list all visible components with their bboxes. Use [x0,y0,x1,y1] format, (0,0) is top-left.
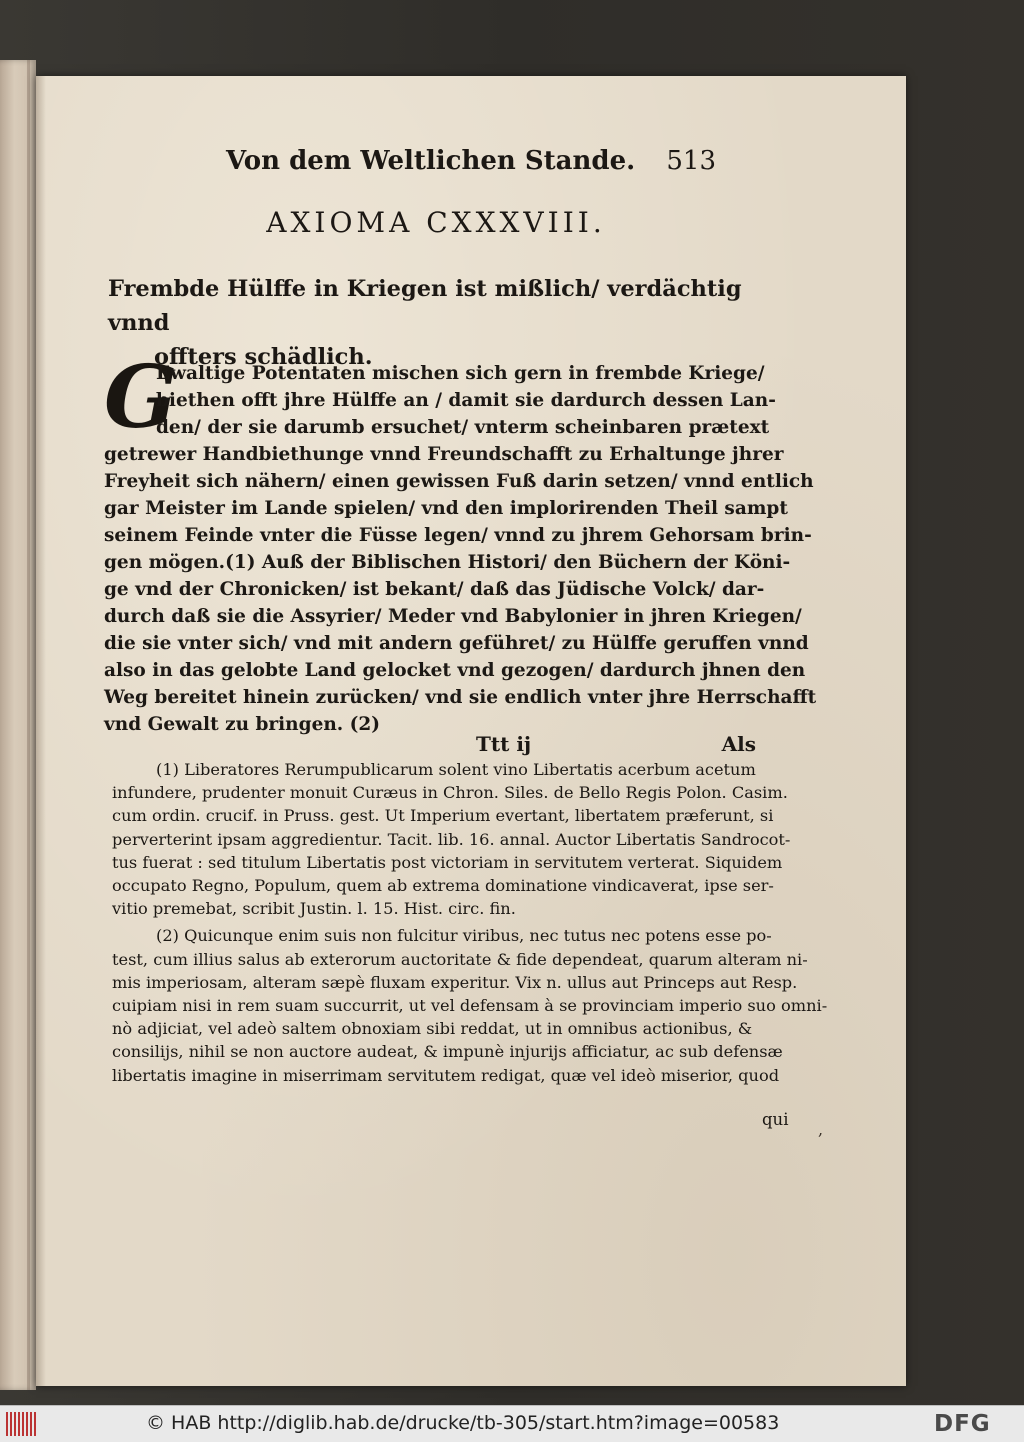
footnote-line: (1) Liberatores Rerumpublicarum solent vino Libertatis acerbum acetum [156,760,756,779]
body-line: Ewaltige Potentaten mischen sich gern in frembde Kriege/ [156,363,765,384]
book-page [36,76,906,1386]
running-title: Von dem Weltlichen Stande. [226,146,636,176]
footnote-line: infundere, prudenter monuit Curæus in Chron. Siles. de Bello Regis Polon. Casim. [112,783,788,803]
previous-page-edge [0,60,36,1390]
catchword: Als [721,732,756,756]
body-line: gen mögen.(1) Auß der Biblischen Histori/ den Büchern der Köni- [104,552,791,573]
footnote-line: perverterint ipsam aggredientur. Tacit. lib. 16. annal. Auctor Libertatis Sandrocot- [112,829,791,849]
footnotes [112,758,828,1087]
viewer-footer [0,1405,1024,1442]
footnote-line: vitio premebat, scribit Justin. l. 15. Hist. circ. fin. [112,899,516,919]
footnote-line: nò adjiciat, vel adeò saltem obnoxiam sibi reddat, ut in omnibus actionibus, & [112,1019,753,1039]
body-line: gar Meister im Lande spielen/ vnd den implorirenden Theil sampt [104,498,788,519]
body-line: den/ der sie darumb ersuchet/ vnterm scheinbaren prætext [156,417,770,438]
axiom-title: AXIOMA CXXXVIII. [266,206,606,239]
body-line: biethen offt jhre Hülffe an / damit sie dardurch dessen Lan- [156,390,776,411]
axiom-heading [108,272,748,374]
heading-line-1: Frembde Hülffe in Kriegen ist mißlich/ verdächtig vnnd [108,276,742,336]
running-head [226,146,716,186]
footnote-line: (2) Quicunque enim suis non fulcitur viribus, nec tutus nec potens esse po- [156,926,772,946]
copyright-link[interactable]: © HAB http://diglib.hab.de/drucke/tb-305/start.htm?image=00583 [146,1412,780,1434]
footnote-line: mis imperiosam, alteram sæpè fluxam experitur. Vix n. ullus aut Princeps aut Resp. [112,972,798,992]
page-number: 513 [666,146,716,176]
footnote-catchword: qui [762,1110,789,1129]
footnote-line: cuipiam nisi in rem suam succurrit, ut vel defensam à se provinciam imperio suo omni- [112,996,828,1016]
body-line: Weg bereitet hinein zurücken/ vnd sie endlich vnter jhre Herrschafft [104,687,817,708]
drop-cap: G [104,347,178,448]
body-line: seinem Feinde vnter die Füsse legen/ vnnd zu jhrem Gehorsam brin- [104,525,812,546]
body-line: Freyheit sich nähern/ einen gewissen Fuß darin setzen/ vnnd entlich [104,471,814,492]
footnote-line: consilijs, nihil se non auctore audeat, & impunè injurijs afficiatur, ac sub defensæ [112,1042,783,1062]
footnote-line: libertatis imagine in miserrimam servitutem redigat, quæ vel ideò miserior, quod [112,1065,780,1085]
footnote-line: test, cum illius salus ab exterorum auctoritate & fide dependeat, quarum alteram ni- [112,949,808,969]
body-line: getrewer Handbiethunge vnnd Freundschafft zu Erhaltunge jhrer [104,444,784,465]
body-line: vnd Gewalt zu bringen. (2) [104,714,381,735]
heading-line-2: offters schädlich. [154,344,373,370]
margin-mark: , [818,1120,824,1139]
body-line: also in das gelobte Land gelocket vnd gezogen/ dardurch jhnen den [104,660,806,681]
barcode-icon [6,1412,36,1436]
signature-mark: Ttt ij [476,732,532,756]
footnote-line: occupato Regno, Populum, quem ab extrema dominatione vindicaverat, ipse ser- [112,876,774,896]
footnote-line: cum ordin. crucif. in Pruss. gest. Ut Imperium evertant, libertatem præferunt, si [112,806,774,826]
body-line: ge vnd der Chronicken/ ist bekant/ daß das Jüdische Volck/ dar- [104,579,765,600]
body-line: durch daß sie die Assyrier/ Meder vnd Babylonier in jhren Kriegen/ [104,606,802,627]
body-line: die sie vnter sich/ vnd mit andern geführet/ zu Hülffe geruffen vnnd [104,633,809,654]
footnote-line: tus fuerat : sed titulum Libertatis post victoriam in servitutem verterat. Siquidem [112,852,783,872]
dfg-logo: DFG [934,1411,991,1437]
